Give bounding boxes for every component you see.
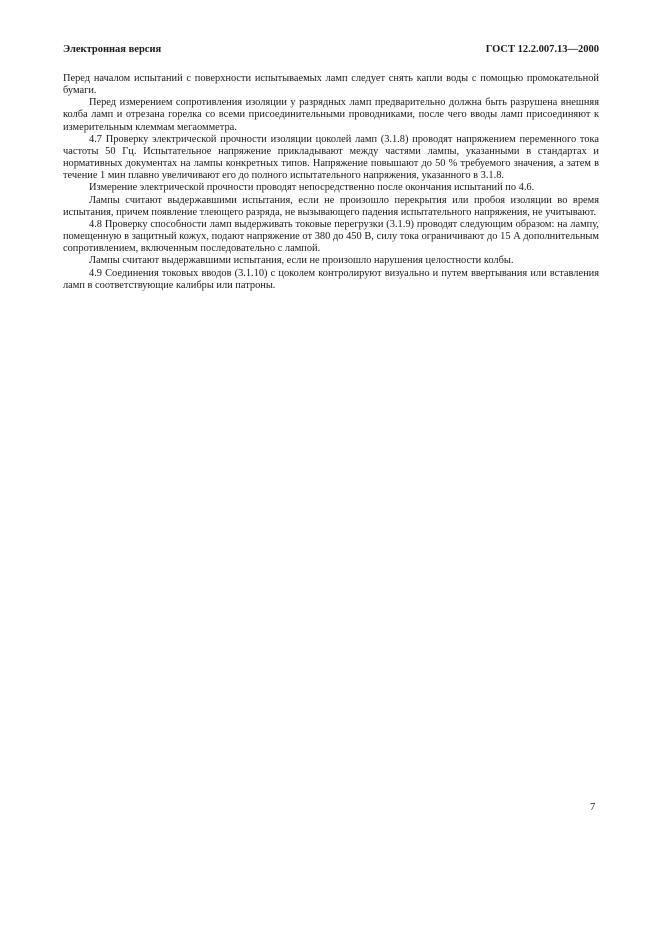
paragraph: Лампы считают выдержавшими испытания, если не произошло нарушения целостности колбы. (89, 255, 514, 267)
paragraph: Перед измерением сопротивления изоляции у разрядных ламп предварительно должна быть разрушена внешняя колба ламп и отрезана горелка со всеми присоединительными проводниками, после чего вводы ламп присоединяют к измерительным клеммам мегаомметра. (63, 97, 599, 133)
header-standard-code: ГОСТ 12.2.007.13—2000 (485, 44, 599, 55)
page-number: 7 (590, 802, 596, 813)
paragraph: Лампы считают выдержавшими испытания, если не произошло перекрытия или пробоя изоляции во время испытания, причем появление тлеющего разряда, не вызывающего падения испытательного напряжения, не учитывают. (63, 194, 599, 218)
paragraph: Измерение электрической прочности проводят непосредственно после окончания испытаний по 4.6. (89, 182, 535, 194)
paragraph-section-4-9: 4.9 Соединения токовых вводов (3.1.10) с цоколем контролируют визуально и путем ввертывания или вставления ламп в соответствующие калибры или патроны. (63, 267, 599, 291)
paragraph-section-4-8: 4.8 Проверку способности ламп выдерживать токовые перегрузки (3.1.9) проводят следующим образом: на лампу, помещенную в защитный кожух, подают напряжение от 380 до 450 В, силу тока ограничивают до 15 А дополнительным сопротивлением, включенным последовательно с лампой. (63, 218, 599, 255)
page-header (63, 44, 599, 55)
document-body (63, 73, 599, 292)
paragraph-section-4-7: 4.7 Проверку электрической прочности изоляции цоколей ламп (3.1.8) проводят напряжением переменного тока частоты 50 Гц. Испытательное напряжение прикладывают между частями лампы, указанными в стандартах и нормативных документах на лампы конкретных типов. Напряжение повышают до 50 % требуемого значения, а затем в течение 1 мин плавно увеличивают его до полного испытательного напряжения, указанного в 3.1.8. (63, 133, 599, 182)
paragraph: Перед началом испытаний с поверхности испытываемых ламп следует снять капли воды с помощью промокательной бумаги. (63, 73, 599, 97)
header-edition-label: Электронная версия (63, 44, 162, 55)
